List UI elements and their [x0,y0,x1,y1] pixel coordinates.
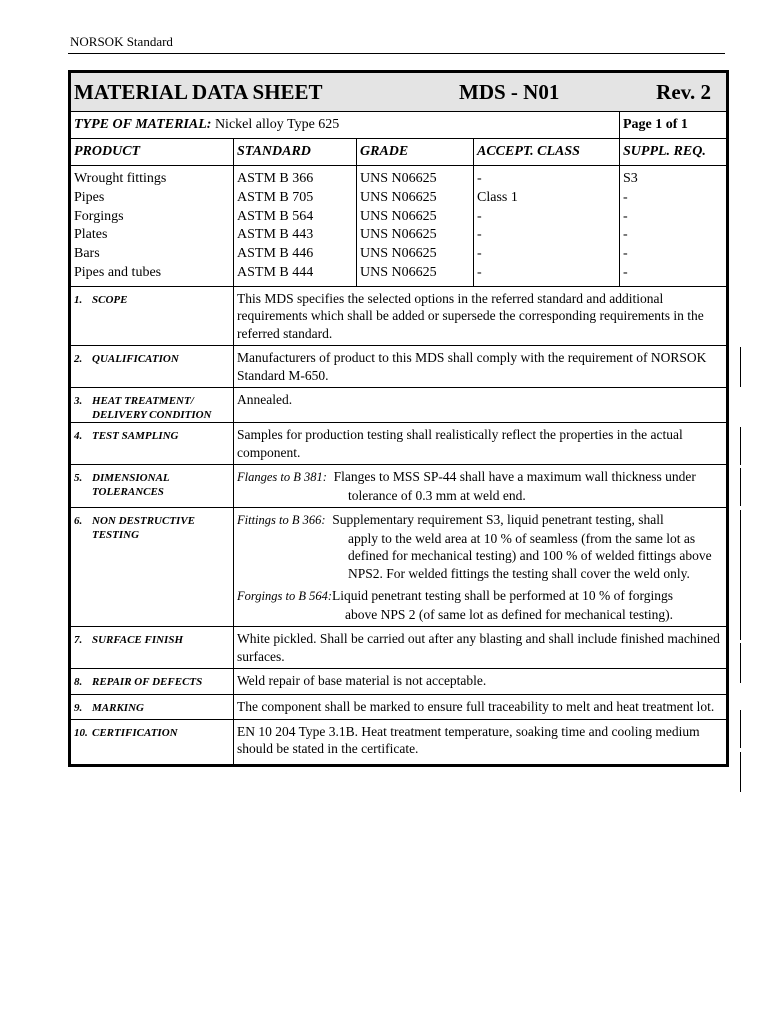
section-continuation: apply to the weld area at 10 % of seamless (from the same lot as defined for mechanical testing) and 100 % of welded fittings above NPS2. For welded fittings the testing shall cover the weld only. [348,530,712,581]
grade-item: UNS N06625 [360,189,437,205]
section-label: 2. QUALIFICATION [71,346,234,388]
standard-item: ASTM B 443 [237,227,314,243]
revision-change-bar [740,347,741,387]
suppl-req-item: - [623,264,628,280]
material-row [71,112,727,139]
standard-item: ASTM B 564 [237,208,314,224]
title-cell [71,73,727,112]
section-row-marking [71,695,727,720]
section-continuation: tolerance of 0.3 mm at weld end. [348,487,526,503]
standard-column [234,166,357,287]
suppl-req-item: - [623,189,628,205]
suppl-req-item: - [623,227,628,243]
revision-change-bar [740,752,741,792]
revision-change-bar [740,427,741,465]
section-label: 5. DIMENSIONAL TOLERANCES [71,465,234,508]
standard-item: ASTM B 446 [237,246,314,262]
standard-reference: Fittings to B 366: [237,513,326,528]
section-text: This MDS specifies the selected options in the referred standard and additional requirements which shall be added or supersede the corresponding requirements in the referred standard. [234,286,727,346]
mds-code: MDS - N01 [459,80,560,104]
sheet-title: MATERIAL DATA SHEET [74,80,323,104]
accept-class-item: - [477,227,482,243]
section-text: Annealed. [234,388,727,423]
page-number: Page 1 of 1 [620,112,727,139]
header-accept-class: ACCEPT. CLASS [474,139,620,166]
accept-class-item: - [477,208,482,224]
section-row-dimensional-tolerances [71,465,727,508]
section-first-line: Forgings to B 564:Liquid penetrant testing shall be performed at 10 % of forgings [237,588,673,604]
section-row-test-sampling [71,423,727,465]
product-item: Bars [74,246,100,262]
section-label: 3. HEAT TREATMENT/ DELIVERY CONDITION [71,388,234,423]
section-first-line: Flanges to B 381: Flanges to MSS SP-44 shall have a maximum wall thickness under [237,469,696,485]
section-label: 4. TEST SAMPLING [71,423,234,465]
section-text: The component shall be marked to ensure full traceability to melt and heat treatment lot. [234,695,727,720]
revision-change-bar [740,710,741,748]
product-item: Pipes and tubes [74,264,162,280]
section-text: EN 10 204 Type 3.1B. Heat treatment temperature, soaking time and cooling medium should be stated in the certificate. [234,719,727,764]
section-label: 10. CERTIFICATION [71,719,234,764]
header-rule [68,53,725,54]
section-row-surface-finish [71,627,727,669]
section-row-certification [71,719,727,764]
document-header: NORSOK Standard [70,34,173,49]
section-text: Samples for production testing shall realistically reflect the properties in the actual component. [234,423,727,465]
standard-item: ASTM B 705 [237,189,314,205]
section-label: 6. NON DESTRUCTIVE TESTING [71,508,234,627]
standard-reference: Flanges to B 381: [237,470,327,485]
product-item: Plates [74,227,108,243]
section-row-non-destructive-testing [71,508,727,627]
section-row-qualification [71,346,727,388]
header-suppl-req: SUPPL. REQ. [620,139,727,166]
grade-item: UNS N06625 [360,246,437,262]
header-grade: GRADE [357,139,474,166]
section-label: 1. SCOPE [71,286,234,346]
section-row-repair-of-defects [71,669,727,695]
accept-class-item: Class 1 [477,189,518,205]
section-text [234,465,727,508]
section-text: Weld repair of base material is not acceptable. [234,669,727,695]
material-cell [71,112,620,139]
grade-item: UNS N06625 [360,227,437,243]
material-label: TYPE OF MATERIAL: [74,117,212,132]
section-continuation: above NPS 2 (of same lot as defined for mechanical testing). [345,606,674,622]
standard-item: ASTM B 444 [237,264,314,280]
suppl-req-item: S3 [623,171,638,186]
section-label: 9. MARKING [71,695,234,720]
section-row-scope [71,286,727,346]
revision-change-bar [740,468,741,506]
product-item: Wrought fittings [74,171,167,186]
grade-column [357,166,474,287]
section-text [234,508,727,627]
product-header-row [71,139,727,166]
standard-reference: Forgings to B 564: [237,589,333,604]
revision-change-bar [740,643,741,683]
accept-class-item: - [477,264,482,280]
grade-item: UNS N06625 [360,264,437,280]
material-data-sheet [68,70,729,767]
section-label: 7. SURFACE FINISH [71,627,234,669]
header-standard: STANDARD [234,139,357,166]
section-label: 8. REPAIR OF DEFECTS [71,669,234,695]
section-text: Manufacturers of product to this MDS shall comply with the requirement of NORSOK Standard M-650. [234,346,727,388]
product-data-row [71,166,727,287]
accept-class-item: - [477,171,482,186]
suppl-req-item: - [623,246,628,262]
grade-item: UNS N06625 [360,171,437,186]
header-product: PRODUCT [71,139,234,166]
material-value: Nickel alloy Type 625 [214,117,340,132]
accept-class-item: - [477,246,482,262]
revision-change-bar [740,510,741,640]
suppl-req-column [620,166,727,287]
section-first-line: Fittings to B 366: Supplementary requirement S3, liquid penetrant testing, shall [237,512,664,528]
sheet-table [70,72,727,765]
grade-item: UNS N06625 [360,208,437,224]
revision: Rev. 2 [656,80,711,104]
standard-item: ASTM B 366 [237,171,314,186]
product-item: Pipes [74,189,105,205]
section-row-heat-treatment [71,388,727,423]
title-row [71,73,727,112]
product-item: Forgings [74,208,124,224]
section-text: White pickled. Shall be carried out after any blasting and shall include finished machined surfaces. [234,627,727,669]
accept-class-column [474,166,620,287]
suppl-req-item: - [623,208,628,224]
product-column [71,166,234,287]
